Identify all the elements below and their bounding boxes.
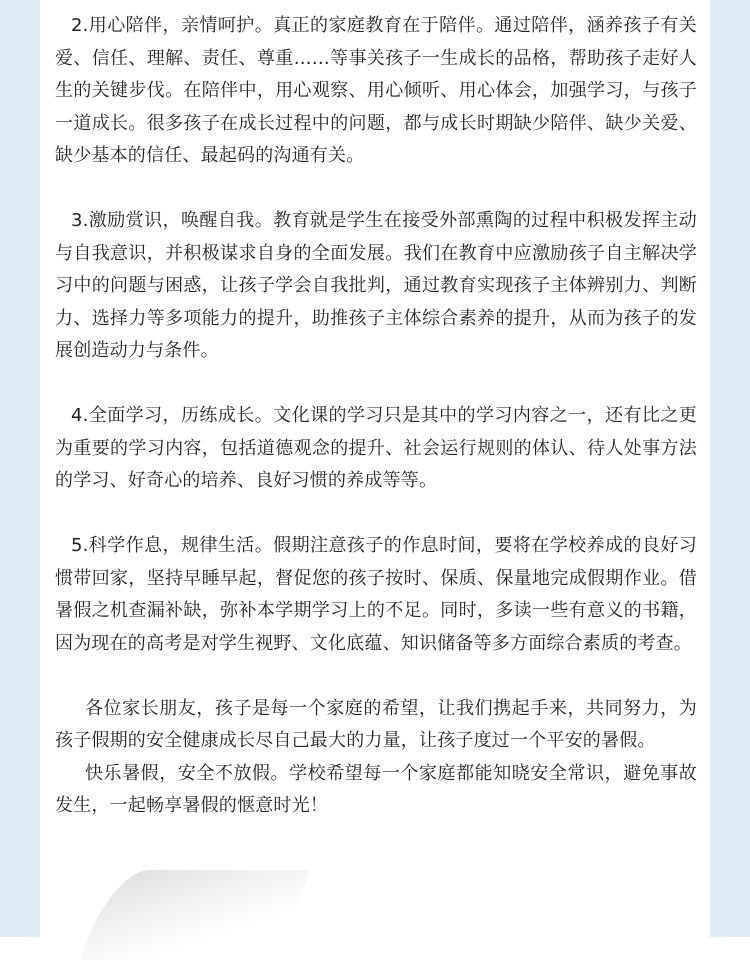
article-body xyxy=(55,10,697,823)
paragraph-encouragement: 3.激励赏识，唤醒自我。教育就是学生在接受外部熏陶的过程中积极发挥主动与自我意识，并积极谋求自身的全面发展。我们在教育中应激励孩子自主解决学习中的问题与困惑，让孩子学会自我批判，通过教育实现孩子主体辨别力、判断力、选择力等多项能力的提升，助推孩子主体综合素养的提升，从而为孩子的发展创造动力与条件。 xyxy=(55,210,697,361)
paragraph-spacer xyxy=(55,498,697,531)
paragraph-spacer xyxy=(55,173,697,206)
paper-curl-decoration xyxy=(80,870,309,960)
left-decorative-band xyxy=(0,0,40,937)
paragraph-closing-appeal: 各位家长朋友，孩子是每一个家庭的希望，让我们携起手来，共同努力，为孩子假期的安全健康成长尽自己最大的力量，让孩子度过一个平安的暑假。 xyxy=(55,697,697,751)
paragraph-comprehensive-learning: 4.全面学习，历练成长。文化课的学习只是其中的学习内容之一，还有比之更为重要的学习内容，包括道德观念的提升、社会运行规则的体认、待人处事方法的学习、好奇心的培养、良好习惯的养成等等。 xyxy=(55,405,697,491)
paragraph-closing-wish: 快乐暑假，安全不放假。学校希望每一个家庭都能知晓安全常识，避免事故发生，一起畅享暑假的惬意时光！ xyxy=(55,762,697,816)
paragraph-spacer xyxy=(55,660,697,693)
right-decorative-band xyxy=(710,0,750,937)
paragraph-routine: 5.科学作息，规律生活。假期注意孩子的作息时间，要将在学校养成的良好习惯带回家，坚持早睡早起，督促您的孩子按时、保质、保量地完成假期作业。借暑假之机查漏补缺，弥补本学期学习上的不足。同时，多读一些有意义的书籍，因为现在的高考是对学生视野、文化底蕴、知识储备等多方面综合素质的考查。 xyxy=(55,535,697,654)
paragraph-companionship: 2.用心陪伴，亲情呵护。真正的家庭教育在于陪伴。通过陪伴，涵养孩子有关爱、信任、理解、责任、尊重……等事关孩子一生成长的品格，帮助孩子走好人生的关键步伐。在陪伴中，用心观察、用心倾听、用心体会，加强学习，与孩子一道成长。很多孩子在成长过程中的问题，都与成长时期缺少陪伴、缺少关爱、缺少基本的信任、最起码的沟通有关。 xyxy=(55,15,697,166)
paragraph-spacer xyxy=(55,368,697,401)
